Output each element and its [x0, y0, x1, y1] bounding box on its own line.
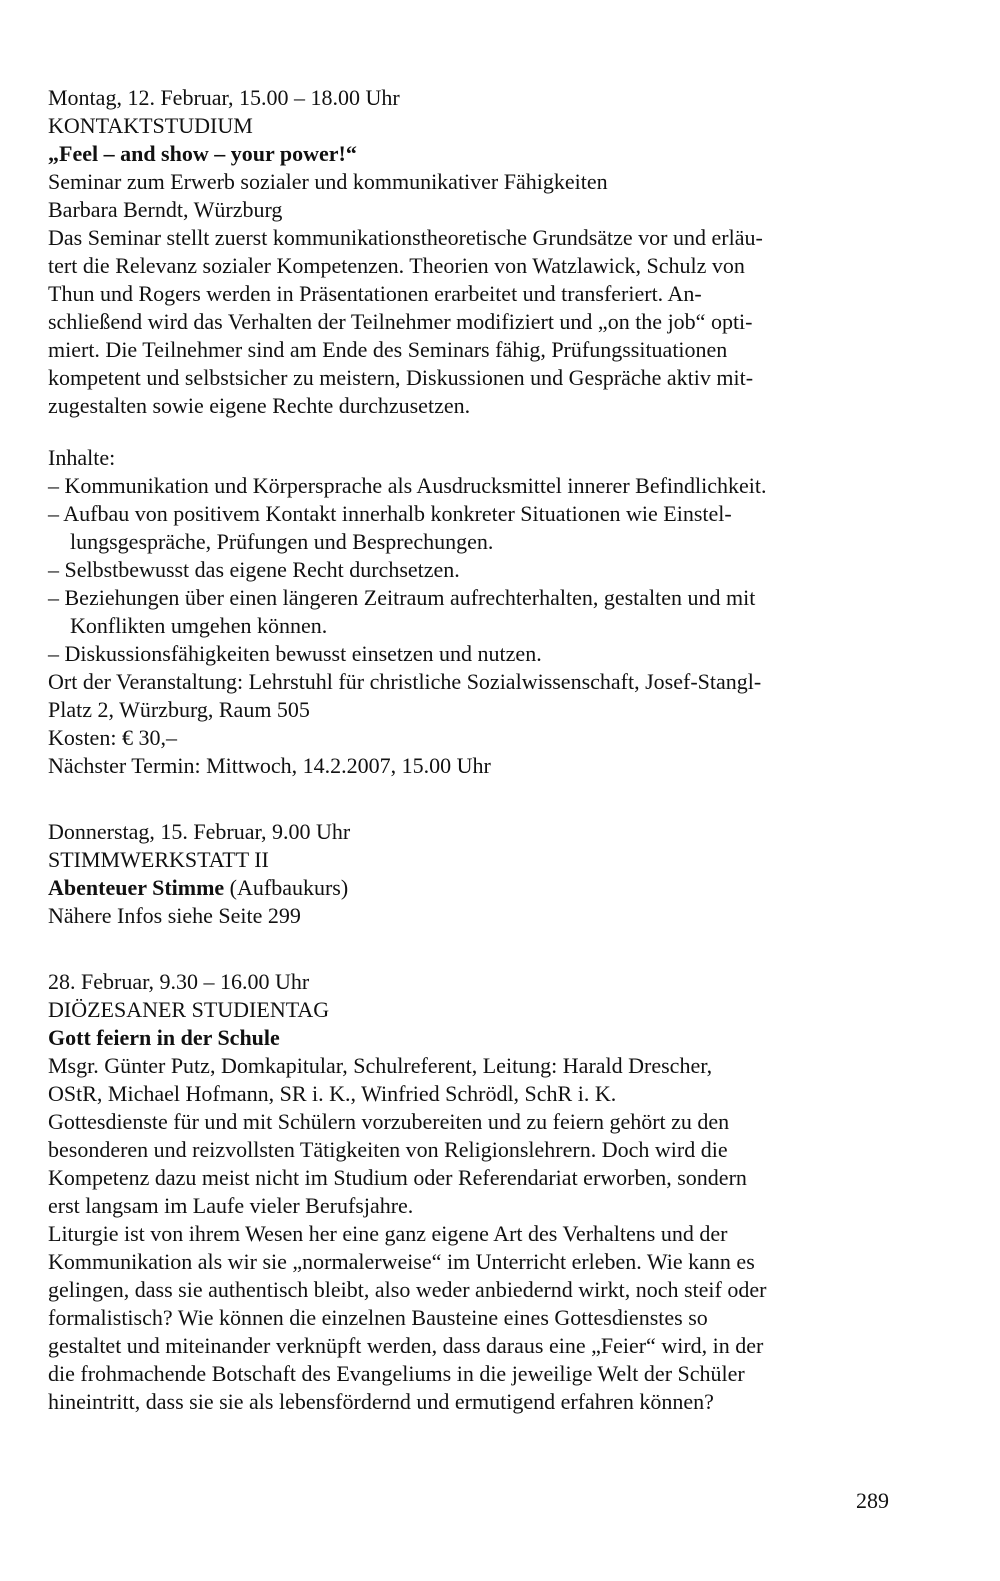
- paragraph-line: gelingen, dass sie authentisch bleibt, also weder anbiedernd wirkt, noch steif oder: [48, 1277, 767, 1302]
- event-people: Msgr. Günter Putz, Domkapitular, Schulreferent, Leitung: Harald Drescher,: [48, 1053, 713, 1078]
- paragraph-line: Liturgie ist von ihrem Wesen her eine ganz eigene Art des Verhaltens und der: [48, 1221, 728, 1246]
- event-paragraph-1: [48, 1108, 906, 1220]
- paragraph-line: erst langsam im Laufe vieler Berufsjahre.: [48, 1193, 414, 1218]
- event-category: KONTAKTSTUDIUM: [48, 113, 253, 138]
- event-info: Nähere Infos siehe Seite 299: [48, 903, 301, 928]
- event-location: Platz 2, Würzburg, Raum 505: [48, 697, 310, 722]
- event-title-bold: Abenteuer Stimme: [48, 875, 225, 900]
- event-studientag: [48, 968, 906, 1416]
- list-item-continuation: lungsgespräche, Prüfungen und Besprechungen.: [70, 529, 494, 554]
- event-paragraph-2: [48, 1220, 906, 1416]
- contents-label: Inhalte:: [48, 445, 116, 470]
- event-title: [48, 874, 906, 902]
- event-title: „Feel – and show – your power!“: [48, 141, 357, 166]
- paragraph-line: besonderen und reizvollsten Tätigkeiten von Religionslehrern. Doch wird die: [48, 1137, 728, 1162]
- paragraph-line: gestaltet und miteinander verknüpft werden, dass daraus eine „Feier“ wird, in der: [48, 1333, 764, 1358]
- page-content: [48, 84, 906, 1416]
- event-description: [48, 224, 906, 420]
- paragraph-line: Gottesdienste für und mit Schülern vorzubereiten und zu feiern gehört zu den: [48, 1109, 730, 1134]
- paragraph-line: Kommunikation als wir sie „normalerweise“ im Unterricht erleben. Wie kann es: [48, 1249, 755, 1274]
- event-subtitle: Seminar zum Erwerb sozialer und kommunikativer Fähigkeiten: [48, 169, 608, 194]
- description-line: miert. Die Teilnehmer sind am Ende des Seminars fähig, Prüfungssituationen: [48, 337, 728, 362]
- description-line: Das Seminar stellt zuerst kommunikationstheoretische Grundsätze vor und erläu-: [48, 225, 763, 250]
- list-item-continuation: Konflikten umgehen können.: [70, 613, 328, 638]
- description-line: schließend wird das Verhalten der Teilnehmer modifiziert und „on the job“ opti-: [48, 309, 753, 334]
- contents-list: [48, 472, 906, 668]
- event-category: DIÖZESANER STUDIENTAG: [48, 997, 330, 1022]
- event-cost: Kosten: € 30,–: [48, 725, 177, 750]
- list-item: – Aufbau von positivem Kontakt innerhalb konkreter Situationen wie Einstel-: [48, 501, 732, 526]
- event-date: Donnerstag, 15. Februar, 9.00 Uhr: [48, 819, 351, 844]
- list-item: – Kommunikation und Körpersprache als Ausdrucksmittel innerer Befindlichkeit.: [48, 473, 767, 498]
- event-date: 28. Februar, 9.30 – 16.00 Uhr: [48, 969, 310, 994]
- event-stimmwerkstatt: [48, 818, 906, 930]
- description-line: Thun und Rogers werden in Präsentationen erarbeitet und transferiert. An-: [48, 281, 702, 306]
- paragraph-line: die frohmachende Botschaft des Evangeliums in die jeweilige Welt der Schüler: [48, 1361, 745, 1386]
- list-item: – Diskussionsfähigkeiten bewusst einsetzen und nutzen.: [48, 641, 542, 666]
- description-line: kompetent und selbstsicher zu meistern, Diskussionen und Gespräche aktiv mit-: [48, 365, 754, 390]
- page-number: 289: [856, 1488, 889, 1513]
- event-location: Ort der Veranstaltung: Lehrstuhl für christliche Sozialwissenschaft, Josef-Stangl-: [48, 669, 762, 694]
- paragraph-line: Kompetenz dazu meist nicht im Studium oder Referendariat erworben, sondern: [48, 1165, 747, 1190]
- event-date: Montag, 12. Februar, 15.00 – 18.00 Uhr: [48, 85, 400, 110]
- event-title-rest: (Aufbaukurs): [224, 875, 349, 900]
- list-item: – Selbstbewusst das eigene Recht durchsetzen.: [48, 557, 460, 582]
- event-category: STIMMWERKSTATT II: [48, 847, 269, 872]
- description-line: zugestalten sowie eigene Rechte durchzusetzen.: [48, 393, 471, 418]
- event-next-date: Nächster Termin: Mittwoch, 14.2.2007, 15.00 Uhr: [48, 753, 491, 778]
- event-title: Gott feiern in der Schule: [48, 1025, 280, 1050]
- event-speaker: Barbara Berndt, Würzburg: [48, 197, 283, 222]
- list-item: – Beziehungen über einen längeren Zeitraum aufrechterhalten, gestalten und mit: [48, 585, 756, 610]
- event-people: OStR, Michael Hofmann, SR i. K., Winfried Schrödl, SchR i. K.: [48, 1081, 617, 1106]
- description-line: tert die Relevanz sozialer Kompetenzen. Theorien von Watzlawick, Schulz von: [48, 253, 745, 278]
- event-kontaktstudium: [48, 84, 906, 780]
- paragraph-line: hineintritt, dass sie sie als lebensfördernd und ermutigend erfahren können?: [48, 1389, 714, 1414]
- paragraph-line: formalistisch? Wie können die einzelnen Bausteine eines Gottesdienstes so: [48, 1305, 708, 1330]
